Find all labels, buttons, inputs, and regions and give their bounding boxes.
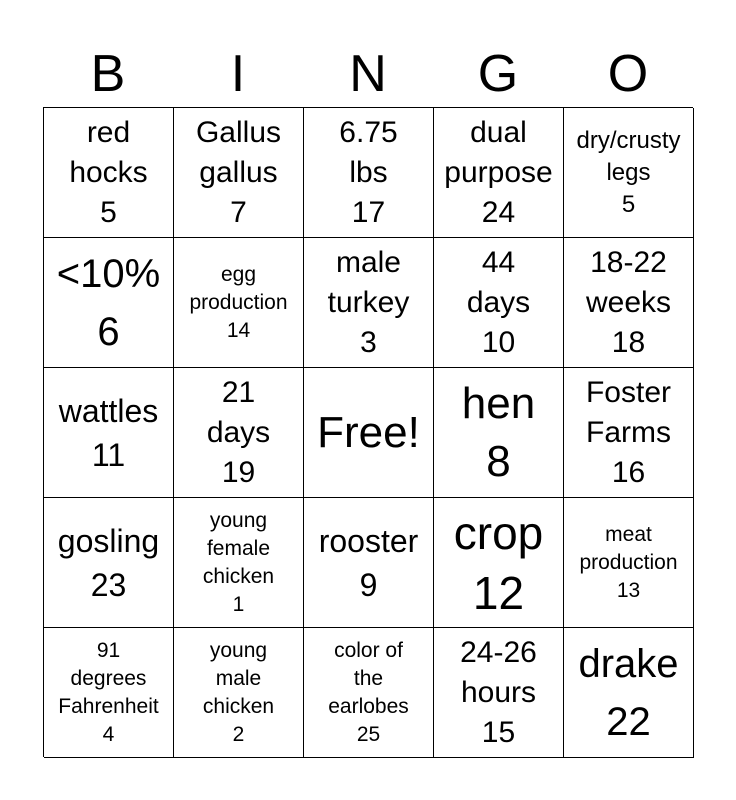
header-letter-b: B xyxy=(90,45,126,103)
bingo-card-grid xyxy=(43,107,693,757)
cell-text: young female chicken 1 xyxy=(202,508,275,616)
header-letter-n: N xyxy=(349,45,387,103)
cell-text: male turkey 3 xyxy=(327,245,410,359)
cell-text: Foster Farms 16 xyxy=(585,375,672,489)
cell-text: drake 22 xyxy=(578,641,679,744)
bingo-cell[interactable] xyxy=(564,628,694,758)
bingo-cell[interactable] xyxy=(44,628,174,758)
bingo-cell[interactable] xyxy=(174,368,304,498)
bingo-cell[interactable] xyxy=(304,498,434,628)
cell-text: wattles 11 xyxy=(58,392,159,473)
cell-text: meat production 13 xyxy=(579,522,678,602)
cell-text: color of the earlobes 25 xyxy=(328,638,409,746)
bingo-cell[interactable] xyxy=(434,498,564,628)
bingo-cell[interactable] xyxy=(434,628,564,758)
cell-text: young male chicken 2 xyxy=(202,638,275,746)
bingo-cell[interactable] xyxy=(174,108,304,238)
bingo-cell[interactable] xyxy=(564,238,694,368)
bingo-cell[interactable] xyxy=(174,628,304,758)
header-letter-o: O xyxy=(607,45,649,103)
cell-text: 6.75 lbs 17 xyxy=(339,115,398,229)
bingo-cell[interactable] xyxy=(44,108,174,238)
bingo-cell[interactable] xyxy=(434,108,564,238)
cell-text: Free! xyxy=(317,407,420,457)
cell-text: egg production 14 xyxy=(189,262,288,342)
bingo-cell[interactable] xyxy=(304,108,434,238)
bingo-cell[interactable] xyxy=(44,238,174,368)
cell-text: 91 degrees Fahrenheit 4 xyxy=(58,638,159,746)
cell-text: dual purpose 24 xyxy=(444,115,553,229)
bingo-cell[interactable] xyxy=(304,238,434,368)
cell-text: crop 12 xyxy=(453,506,544,619)
bingo-cell[interactable] xyxy=(564,498,694,628)
cell-text: 21 days 19 xyxy=(206,375,271,489)
bingo-cell[interactable] xyxy=(304,628,434,758)
cell-text: 24-26 hours 15 xyxy=(460,635,537,749)
bingo-cell[interactable] xyxy=(44,498,174,628)
header-letter-g: G xyxy=(477,45,519,103)
bingo-cell[interactable] xyxy=(174,238,304,368)
cell-text: 44 days 10 xyxy=(466,245,531,359)
cell-text: Gallus gallus 7 xyxy=(195,115,282,229)
cell-text: rooster 9 xyxy=(318,522,419,603)
cell-text: 18-22 weeks 18 xyxy=(585,245,672,359)
cell-text: hen 8 xyxy=(461,378,536,486)
cell-text: dry/crusty legs 5 xyxy=(576,126,681,218)
bingo-cell[interactable] xyxy=(564,108,694,238)
bingo-cell[interactable] xyxy=(304,368,434,498)
cell-text: <10% 6 xyxy=(56,251,161,354)
bingo-cell[interactable] xyxy=(434,368,564,498)
cell-text: red hocks 5 xyxy=(69,115,148,229)
bingo-header xyxy=(43,40,693,108)
bingo-cell[interactable] xyxy=(174,498,304,628)
bingo-cell[interactable] xyxy=(564,368,694,498)
bingo-cell[interactable] xyxy=(434,238,564,368)
bingo-cell[interactable] xyxy=(44,368,174,498)
header-letter-i: I xyxy=(230,45,246,103)
cell-text: gosling 23 xyxy=(57,522,160,603)
